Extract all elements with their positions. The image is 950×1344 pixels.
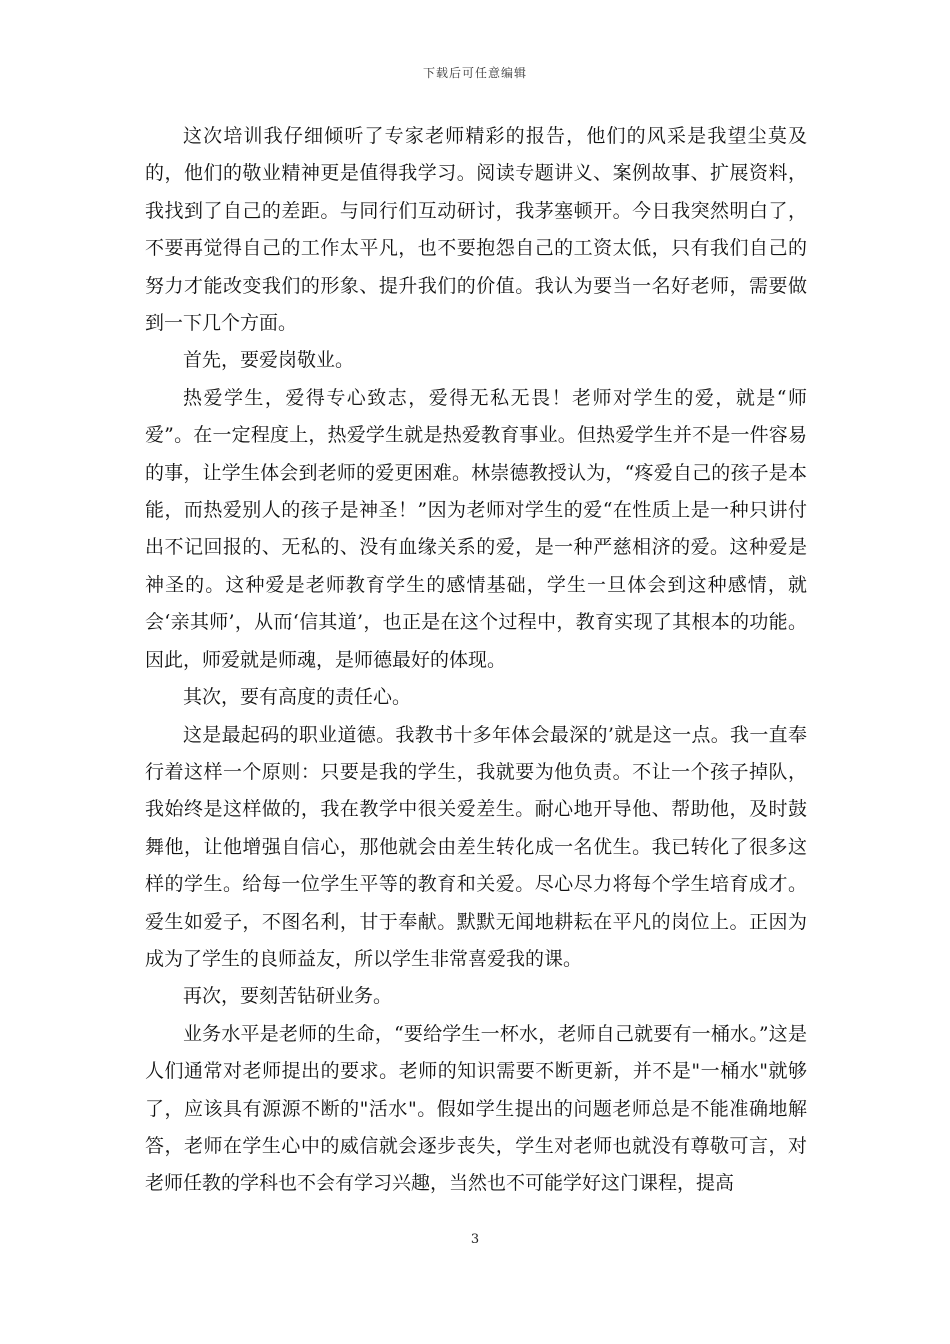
paragraph-heading-first: 首先，要爱岗敬业。 [183, 349, 355, 372]
paragraph-heading-third: 再次，要刻苦钻研业务。 [183, 985, 393, 1008]
paragraph-heading-second: 其次，要有高度的责任心。 [183, 686, 412, 709]
paragraph-professional-study: 业务水平是老师的生命，“要给学生一杯水，老师自己就要有一桶水。”这是人们通常对老师提出的要求。老师的知识需要不断更新，并不是"一桶水"就够了，应该具有源源不断的"活水"。假如学生提出的问题老师总是不能准确地解答，老师在学生心中的威信就会逐步丧失，学生对老师也就没有尊敬可言，对老师任教的学科也不会有学习兴趣，当然也不可能学好这门课程，提高 [145, 1022, 807, 1195]
paragraph-responsibility: 这是最起码的职业道德。我教书十多年体会最深的’就是这一点。我一直奉行着这样一个原则：只要是我的学生，我就要为他负责。不让一个孩子掉队，我始终是这样做的，我在教学中很关爱差生。耐心地开导他、帮助他，及时鼓舞他，让他增强自信心，那他就会由差生转化成一名优生。我已转化了很多这样的学生。给每一位学生平等的教育和关爱。尽心尽力将每个学生培育成才。爱生如爱子，不图名利，甘于奉献。默默无闻地耕耘在平凡的岗位上。正因为成为了学生的良师益友，所以学生非常喜爱我的课。 [145, 723, 807, 970]
paragraph-intro: 这次培训我仔细倾听了专家老师精彩的报告，他们的风采是我望尘莫及的，他们的敬业精神更是值得我学习。阅读专题讲义、案例故事、扩展资料，我找到了自己的差距。与同行们互动研讨，我茅塞顿开。今日我突然明白了，不要再觉得自己的工作太平凡，也不要抱怨自己的工资太低，只有我们自己的努力才能改变我们的形象、提升我们的价值。我认为要当一名好老师，需要做到一下几个方面。 [145, 125, 807, 335]
paragraph-love-students: 热爱学生，爱得专心致志，爱得无私无畏！老师对学生的爱，就是“师爱”。在一定程度上，热爱学生就是热爱教育事业。但热爱学生并不是一件容易的事，让学生体会到老师的爱更困难。林崇德教授认为，“疼爱自己的孩子是本能，而热爱别人的孩子是神圣！”因为老师对学生的爱“在性质上是一种只讲付出不记回报的、无私的、没有血缘关系的爱，是一种严慈相济的爱。这种爱是神圣的。这种爱是老师教育学生的感情基础，学生一旦体会到这种感情，就会‘亲其师’，从而‘信其道’，也正是在这个过程中，教育实现了其根本的功能。因此，师爱就是师魂，是师德最好的体现。 [145, 386, 807, 671]
page-number: 3 [470, 1232, 480, 1247]
document-body [145, 118, 807, 1203]
page-header: 下载后可任意编辑 [422, 66, 527, 80]
